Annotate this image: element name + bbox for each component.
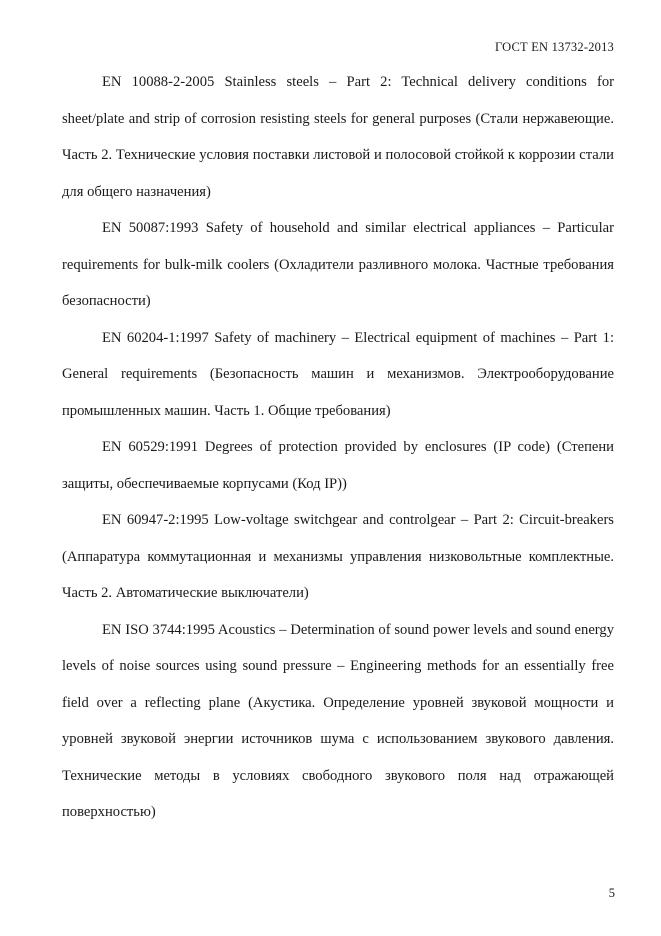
reference-en-50087: EN 50087:1993 Safety of household and similar electrical appliances – Particular requirements for bulk-milk coolers (Охладители разливного молока. Частные требования безопасности) [62, 220, 614, 309]
document-header-code: ГОСТ EN 13732-2013 [495, 40, 614, 54]
reference-en-60529: EN 60529:1991 Degrees of protection provided by enclosures (IP code) (Степени защиты, обеспечиваемые корпусами (Код IP)) [62, 439, 614, 492]
reference-en-60947-2: EN 60947-2:1995 Low-voltage switchgear and controlgear – Part 2: Circuit-breakers (Аппаратура коммутационная и механизмы управления низковольтные комплектные. Часть 2. Автоматические выключатели) [62, 512, 614, 601]
reference-en-iso-3744: EN ISO 3744:1995 Acoustics – Determination of sound power levels and sound energy levels of noise sources using sound pressure – Engineering methods for an essentially free field over a reflecting plane (Акустика. Определение уровней звуковой мощности и уровней звуковой энергии источников шума с использованием звукового давления. Технические методы в условиях свободного звукового поля над отражающей поверхностью) [62, 621, 614, 820]
page-number: 5 [608, 886, 615, 900]
reference-en-60204-1: EN 60204-1:1997 Safety of machinery – Electrical equipment of machines – Part 1: General requirements (Безопасность машин и механизмов. Электрооборудование промышленных машин. Часть 1. Общие требования) [62, 329, 614, 419]
references-list [62, 64, 614, 831]
reference-en-10088-2: EN 10088-2-2005 Stainless steels – Part 2: Technical delivery conditions for sheet/plate and strip of corrosion resisting steels for general purposes (Стали нержавеющие. Часть 2. Технические условия поставки листовой и полосовой стойкой к коррозии стали для общего назначения) [62, 74, 614, 200]
